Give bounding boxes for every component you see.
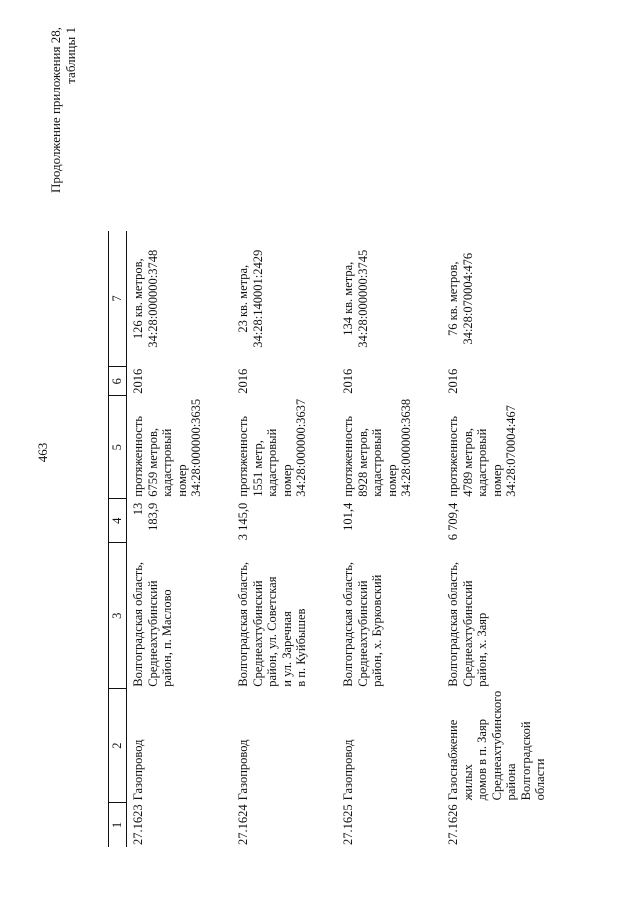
object-characteristics: протяженность 8928 метров, кадастровый номер 34:28:000000:3638 (341, 398, 413, 497)
continuation-line-1: Продолжение приложения 28, (48, 27, 63, 194)
column-header-1: 1 (109, 802, 127, 847)
header-row (109, 231, 127, 847)
object-land-area: 76 кв. метров, 34:28:070004:476 (446, 252, 475, 345)
object-year: 2016 (446, 368, 460, 394)
object-location: Волгоградская область, Среднеахтубинский район, х. Бурковский (341, 561, 384, 687)
page-number: 463 (35, 442, 50, 463)
object-characteristics: протяженность 1551 метр, кадастровый номер 34:28:000000:3637 (236, 398, 308, 497)
row-id: 27.1624 (236, 804, 250, 845)
object-value: 13 183,9 (131, 502, 160, 531)
table-row (232, 231, 337, 847)
continuation-note (48, 27, 78, 275)
table-row (442, 231, 554, 847)
continuation-line-2: таблицы 1 (63, 27, 78, 84)
object-year: 2016 (131, 368, 145, 394)
object-value: 3 145,0 (236, 502, 250, 541)
object-year: 2016 (236, 368, 250, 394)
object-land-area: 126 кв. метров, 34:28:000000:3748 (131, 249, 160, 348)
row-id: 27.1623 (131, 804, 145, 845)
object-location: Волгоградская область, Среднеахтубинский район, ул. Советская и ул. Заречная в п. Куйбышев (236, 561, 308, 687)
column-header-5: 5 (109, 396, 127, 499)
object-year: 2016 (341, 368, 355, 394)
column-header-4: 4 (109, 499, 127, 543)
table-row (127, 231, 233, 847)
object-characteristics: протяженность 4789 метров, кадастровый номер 34:28:070004:467 (446, 405, 518, 497)
column-header-6: 6 (109, 367, 127, 396)
column-header-3: 3 (109, 543, 127, 689)
column-header-2: 2 (109, 689, 127, 803)
property-table (108, 231, 554, 847)
object-location: Волгоградская область, Среднеахтубинский район, п. Маслово (131, 561, 174, 687)
object-land-area: 134 кв. метра, 34:28:000000:3745 (341, 249, 370, 348)
object-location: Волгоградская область, Среднеахтубинский район, х. Заяр (446, 561, 489, 687)
row-id: 27.1625 (341, 804, 355, 845)
object-name: Газопровод (341, 739, 355, 801)
object-name: Газопровод (131, 739, 145, 801)
object-land-area: 23 кв. метра, 34:28:140001:2429 (236, 249, 265, 348)
object-name: Газопровод (236, 739, 250, 801)
object-value: 101,4 (341, 502, 355, 531)
object-name: Газоснабжение жилых домов в п. Заяр Среднеахтубинского района Волгоградской области (446, 690, 547, 801)
object-characteristics: протяженность 6759 метров, кадастровый номер 34:28:000000:3635 (131, 398, 203, 497)
table-row (337, 231, 442, 847)
object-value: 6 709,4 (446, 502, 460, 541)
row-id: 27.1626 (446, 804, 460, 845)
column-header-7: 7 (109, 231, 127, 367)
